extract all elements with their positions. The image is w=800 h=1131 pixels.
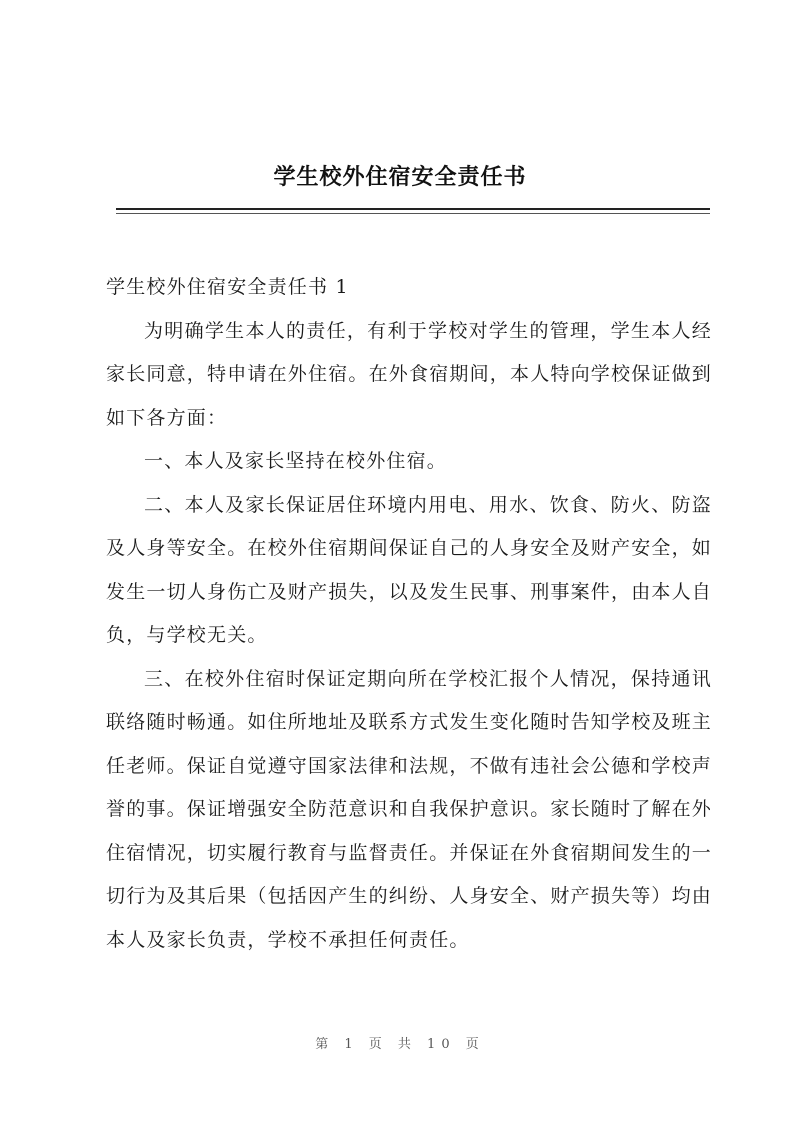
paragraph-intro: 为明确学生本人的责任，有利于学校对学生的管理，学生本人经家长同意，特申请在外住宿。在外食宿期间，本人特向学校保证做到如下各方面： [106, 319, 713, 429]
paragraph-item-1: 一、本人及家长坚持在校外住宿。 [144, 450, 448, 472]
section-heading: 学生校外住宿安全责任书 1 [106, 276, 349, 298]
paragraph-item-2: 二、本人及家长保证居住环境内用电、用水、饮食、防火、防盗及人身等安全。在校外住宿期间保证自己的人身安全及财产安全，如发生一切人身伤亡及财产损失，以及发生民事、刑事案件，由本人自负，与学校无关。 [106, 493, 713, 646]
title-divider [116, 208, 710, 210]
title-divider-thin [116, 213, 710, 214]
paragraph-item-3: 三、在校外住宿时保证定期向所在学校汇报个人情况，保持通讯联络随时畅通。如住所地址及联系方式发生变化随时告知学校及班主任老师。保证自觉遵守国家法律和法规，不做有违社会公德和学校声誉的事。保证增强安全防范意识和自我保护意识。家长随时了解在外住宿情况，切实履行教育与监督责任。并保证在外食宿期间发生的一切行为及其后果（包括因产生的纠纷、人身安全、财产损失等）均由本人及家长负责，学校不承担任何责任。 [106, 667, 713, 951]
document-title: 学生校外住宿安全责任书 [273, 165, 527, 190]
document-body [106, 266, 712, 962]
page-number: 第 1 页 共 10 页 [315, 1037, 485, 1052]
